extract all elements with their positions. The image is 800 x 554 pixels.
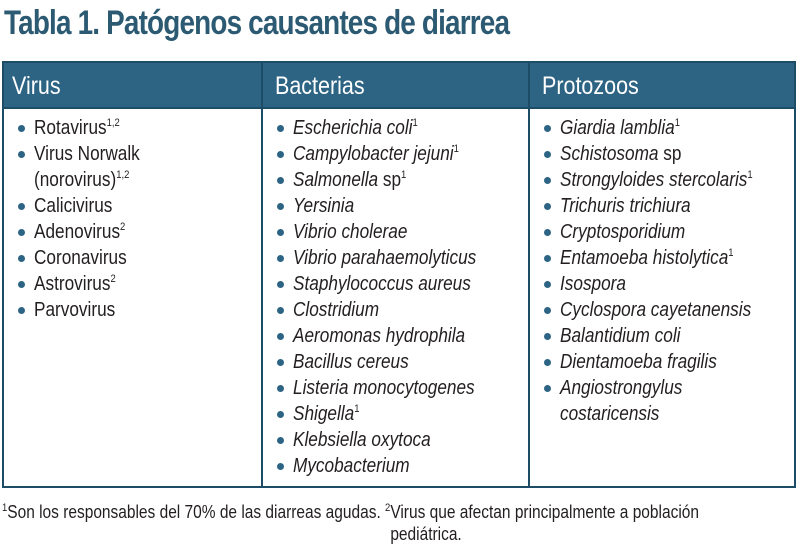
list-item [263, 219, 528, 245]
item-name: Clostridium [293, 299, 380, 321]
item-name: Salmonella [293, 169, 379, 191]
list-item [530, 271, 794, 297]
list-item [263, 427, 528, 453]
list-item [263, 245, 528, 271]
item-text: Calicivirus [34, 195, 113, 217]
list-item [263, 323, 528, 349]
protozoos-list [530, 109, 794, 427]
list-item [263, 349, 528, 375]
list-item [530, 349, 794, 375]
list-item [4, 297, 261, 323]
list-item [4, 193, 261, 219]
item-name: Balantidium coli [560, 325, 681, 347]
list-item [530, 375, 794, 427]
virus-list [4, 109, 261, 323]
item-name: Cryptosporidium [560, 221, 686, 243]
item-text: Virus Norwalk (norovirus) [34, 143, 140, 191]
item-text: Rotavirus [34, 117, 107, 139]
item-superscript: 2 [110, 273, 116, 285]
footnote [2, 501, 792, 545]
footnote-mark-1: 1 [2, 502, 8, 514]
item-name: Giardia lamblia [560, 117, 675, 139]
bacterias-list [263, 109, 528, 479]
item-superscript: 1 [453, 143, 459, 155]
footnote-mark-2: 2 [385, 502, 391, 514]
list-item [4, 141, 261, 193]
list-item [4, 115, 261, 141]
item-text: Adenovirus [34, 221, 121, 243]
list-item [263, 115, 528, 141]
item-text: Astrovirus [34, 273, 111, 295]
column-virus [4, 63, 261, 486]
list-item [263, 271, 528, 297]
item-name: Angiostrongylus costaricensis [560, 377, 683, 425]
list-item [263, 193, 528, 219]
item-superscript: 1 [412, 117, 418, 129]
item-superscript: 1 [674, 117, 680, 129]
list-item [530, 141, 794, 167]
item-name: Shigella [293, 403, 355, 425]
column-header-virus: Virus [4, 63, 261, 109]
item-name: Klebsiella oxytoca [293, 429, 431, 451]
list-item [263, 297, 528, 323]
item-name: Listeria monocytogenes [293, 377, 475, 399]
item-name: Campylobacter jejuni [293, 143, 454, 165]
item-name: Escherichia coli [293, 117, 413, 139]
item-name: Yersinia [293, 195, 355, 217]
column-header-protozoos: Protozoos [530, 63, 794, 109]
list-item [263, 167, 528, 193]
item-name: Bacillus cereus [293, 351, 409, 373]
item-name: Strongyloides stercolaris [560, 169, 748, 191]
item-name: Dientamoeba fragilis [560, 351, 717, 373]
column-bacterias [261, 63, 528, 486]
list-item [530, 115, 794, 141]
list-item [263, 401, 528, 427]
item-superscript: 1,2 [106, 117, 120, 129]
item-text: Coronavirus [34, 247, 127, 269]
list-item [530, 323, 794, 349]
item-name: Entamoeba histolytica [560, 247, 729, 269]
item-text: Parvovirus [34, 299, 116, 321]
page-title: Tabla 1. Patógenos causantes de diarrea [4, 4, 510, 42]
footnote-text-1: Son los responsables del 70% de las diarreas agudas. [7, 502, 386, 522]
item-name: Schistosoma [560, 143, 659, 165]
item-name: Vibrio cholerae [293, 221, 408, 243]
list-item [530, 245, 794, 271]
pathogen-table [2, 61, 796, 488]
item-superscript: 1,2 [116, 169, 130, 181]
item-superscript: 1 [747, 169, 753, 181]
item-superscript: 1 [354, 403, 360, 415]
item-name: Vibrio parahaemolyticus [293, 247, 477, 269]
item-name: Trichuris trichiura [560, 195, 691, 217]
column-protozoos [528, 63, 794, 486]
list-item [4, 271, 261, 297]
item-name: Mycobacterium [293, 455, 410, 477]
list-item [4, 245, 261, 271]
list-item [530, 297, 794, 323]
list-item [263, 141, 528, 167]
list-item [263, 375, 528, 401]
column-header-bacterias: Bacterias [263, 63, 528, 109]
list-item [4, 219, 261, 245]
item-name: Isospora [560, 273, 626, 295]
item-name: Aeromonas hydrophila [293, 325, 466, 347]
list-item [263, 453, 528, 479]
item-superscript: 2 [120, 221, 126, 233]
item-name: Staphylococcus aureus [293, 273, 471, 295]
item-name: Cyclospora cayetanensis [560, 299, 752, 321]
list-item [530, 167, 794, 193]
list-item [530, 193, 794, 219]
item-text: sp [378, 169, 402, 191]
item-superscript: 1 [728, 247, 734, 259]
footnote-text-2: Virus que afectan principalmente a población pediátrica. [390, 502, 699, 544]
item-text: sp [658, 143, 682, 165]
list-item [530, 219, 794, 245]
item-superscript: 1 [401, 169, 407, 181]
